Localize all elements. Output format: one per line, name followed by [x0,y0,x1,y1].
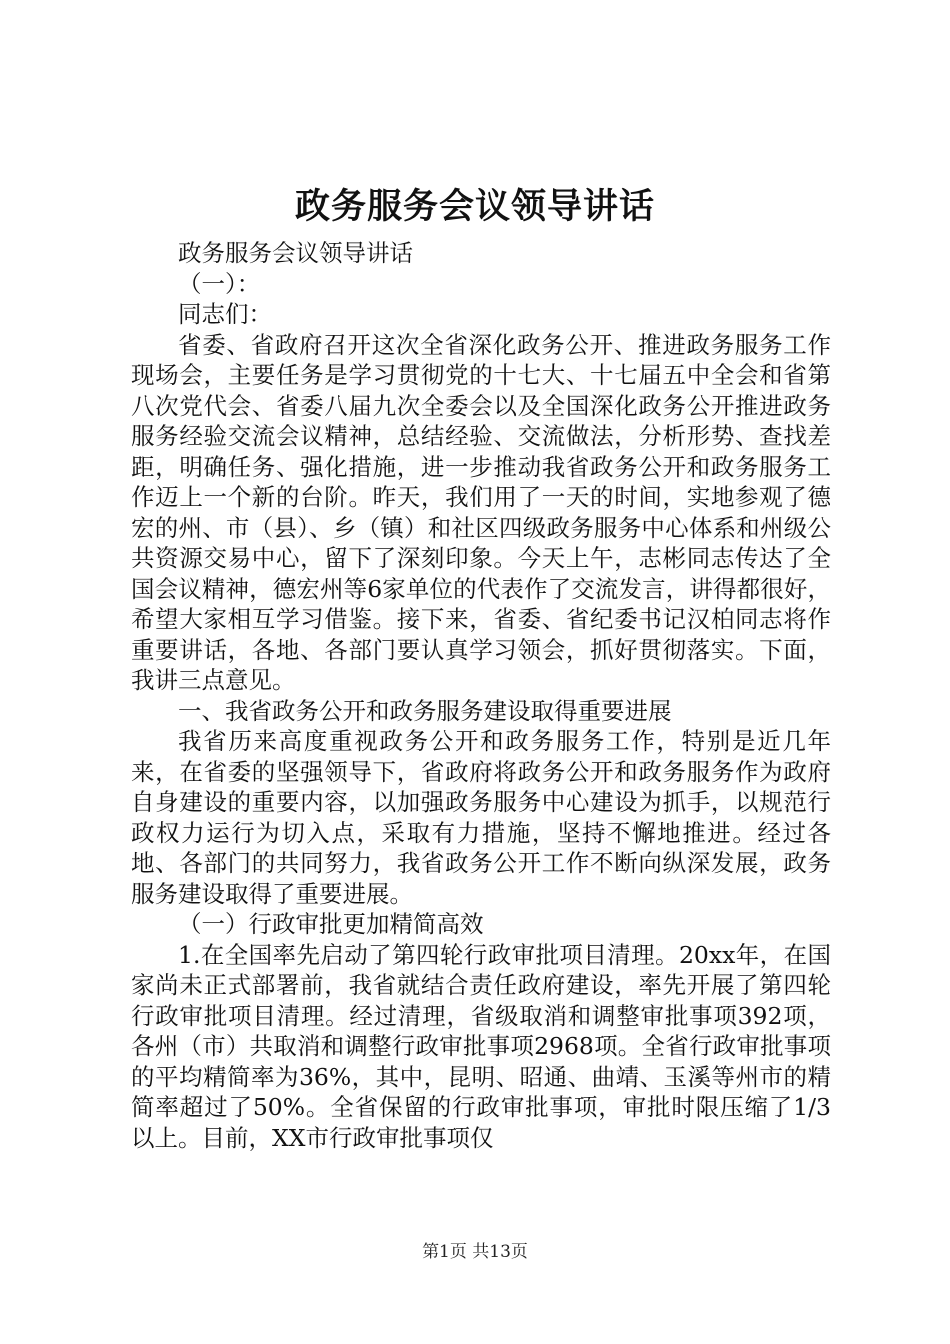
paragraph-progress: 我省历来高度重视政务公开和政务服务工作，特别是近几年来，在省委的坚强领导下，省政府将政务公开和政务服务作为政府自身建设的重要内容，以加强政务服务中心建设为抓手，以规范行政权力运行为切入点，采取有力措施，坚持不懈地推进。经过各地、各部门的共同努力，我省政务公开工作不断向纵深发展，政务服务建设取得了重要进展。 [131,727,831,908]
document-body [131,238,831,1153]
paragraph-intro: 省委、省政府召开这次全省深化政务公开、推进政务服务工作现场会，主要任务是学习贯彻党的十七大、十七届五中全会和省第八次党代会、省委八届九次全委会以及全国深化政务公开推进政务服务经验交流会议精神，总结经验、交流做法，分析形势、查找差距，明确任务、强化措施，进一步推动我省政务公开和政务服务工作迈上一个新的台阶。昨天，我们用了一天的时间，实地参观了德宏的州、市（县）、乡（镇）和社区四级政务服务中心体系和州级公共资源交易中心，留下了深刻印象。今天上午，志彬同志传达了全国会议精神，德宏州等6家单位的代表作了交流发言，讲得都很好，希望大家相互学习借鉴。接下来，省委、省纪委书记汉柏同志将作重要讲话，各地、各部门要认真学习领会，抓好贯彻落实。下面，我讲三点意见。 [131,330,831,694]
subsection-heading-1: （一）行政审批更加精简高效 [178,910,484,938]
paragraph-salutation: 同志们： [178,300,272,328]
page-footer: 第1页 共13页 [422,1242,528,1262]
paragraph-section-marker: （一）： [178,269,261,298]
document-title: 政务服务会议领导讲话 [294,186,655,227]
section-heading-1: 一、我省政务公开和政务服务建设取得重要进展 [178,696,672,725]
paragraph-item-1: 1.在全国率先启动了第四轮行政审批项目清理。20xx年，在国家尚未正式部署前，我省就结合责任政府建设，率先开展了第四轮行政审批项目清理。经过清理，省级取消和调整审批事项392项，各州（市）共取消和调整行政审批事项2968项。全省行政审批事项的平均精简率为36%，其中，昆明、昭通、曲靖、玉溪等州市的精简率超过了50%。全省保留的行政审批事项，审批时限压缩了1/3以上。目前，XX市行政审批事项仅 [131,940,831,1152]
paragraph-subtitle: 政务服务会议领导讲话 [178,239,413,267]
